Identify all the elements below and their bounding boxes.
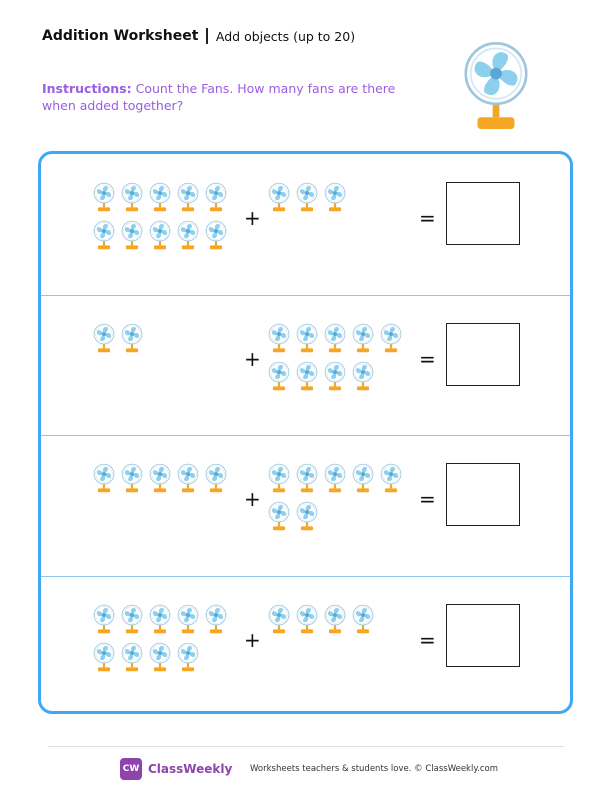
- fan-icon: [121, 323, 143, 354]
- worksheet-title: Addition Worksheet: [42, 28, 199, 44]
- fan-icon: [177, 463, 199, 494]
- instructions: [42, 80, 402, 114]
- equals-sign: =: [419, 487, 436, 511]
- fan-icon: [380, 323, 402, 354]
- fan-icon: [324, 182, 346, 213]
- fan-icon: [93, 642, 115, 673]
- title-separator: [206, 28, 208, 44]
- fan-icon: [93, 323, 115, 354]
- problem-row: [41, 576, 570, 715]
- fan-icon: [149, 463, 171, 494]
- worksheet-subtitle: Add objects (up to 20): [215, 28, 356, 44]
- fan-icon: [324, 323, 346, 354]
- plus-sign: +: [244, 346, 261, 371]
- fan-icon: [324, 361, 346, 392]
- fan-icon: [352, 604, 374, 635]
- fan-icon: [352, 323, 374, 354]
- answer-box[interactable]: [446, 182, 520, 245]
- fan-icon: [177, 220, 199, 251]
- plus-sign: +: [244, 487, 261, 511]
- plus-sign: +: [244, 206, 261, 230]
- instructions-label: Instructions:: [42, 81, 132, 96]
- fan-icon: [121, 604, 143, 635]
- fan-icon: [268, 501, 290, 532]
- fan-icon: [324, 463, 346, 494]
- footer-divider: [48, 746, 564, 747]
- fan-icon: [149, 182, 171, 213]
- fan-icon: [296, 501, 318, 532]
- fan-icon: [296, 323, 318, 354]
- instructions-text: Count the Fans. How many fans are there when added together?: [42, 81, 396, 113]
- fan-icon: [296, 361, 318, 392]
- fan-icon: [352, 463, 374, 494]
- fan-icon: [268, 604, 290, 635]
- fan-icon: [93, 220, 115, 251]
- answer-box[interactable]: [446, 323, 520, 386]
- fan-icon: [121, 182, 143, 213]
- answer-box[interactable]: [446, 604, 520, 667]
- problem-row: [41, 435, 570, 575]
- equals-sign: =: [419, 346, 436, 371]
- problems-panel: [38, 151, 573, 714]
- fan-icon: [205, 220, 227, 251]
- fan-icon: [268, 361, 290, 392]
- fan-icon: [149, 220, 171, 251]
- fan-icon: [268, 182, 290, 213]
- fan-icon: [380, 463, 402, 494]
- fan-icon: [205, 182, 227, 213]
- fan-icon: [296, 463, 318, 494]
- fan-icon: [296, 604, 318, 635]
- fan-icon: [93, 182, 115, 213]
- classweekly-logo: CW: [120, 758, 142, 780]
- row-divider: [41, 576, 570, 577]
- fan-icon: [149, 642, 171, 673]
- answer-box[interactable]: [446, 463, 520, 526]
- footer-tagline: Worksheets teachers & students love. © ClassWeekly.com: [250, 764, 499, 774]
- fan-icon: [352, 361, 374, 392]
- brand-name: ClassWeekly: [148, 762, 233, 776]
- footer-brand: [120, 758, 232, 780]
- fan-icon: [121, 642, 143, 673]
- fan-icon: [205, 604, 227, 635]
- row-divider: [41, 295, 570, 296]
- equals-sign: =: [419, 206, 436, 230]
- problem-row: [41, 154, 570, 294]
- fan-icon: [324, 604, 346, 635]
- fan-icon: [177, 182, 199, 213]
- equals-sign: =: [419, 627, 436, 652]
- fan-icon: [93, 604, 115, 635]
- fan-icon: [149, 604, 171, 635]
- fan-icon: [205, 463, 227, 494]
- fan-hero-icon: [460, 40, 532, 134]
- fan-icon: [93, 463, 115, 494]
- fan-icon: [296, 182, 318, 213]
- fan-icon: [121, 463, 143, 494]
- problem-row: [41, 295, 570, 435]
- fan-icon: [177, 604, 199, 635]
- plus-sign: +: [244, 627, 261, 652]
- worksheet-header: [42, 28, 355, 44]
- row-divider: [41, 435, 570, 436]
- fan-icon: [268, 463, 290, 494]
- fan-icon: [177, 642, 199, 673]
- fan-icon: [268, 323, 290, 354]
- fan-icon: [121, 220, 143, 251]
